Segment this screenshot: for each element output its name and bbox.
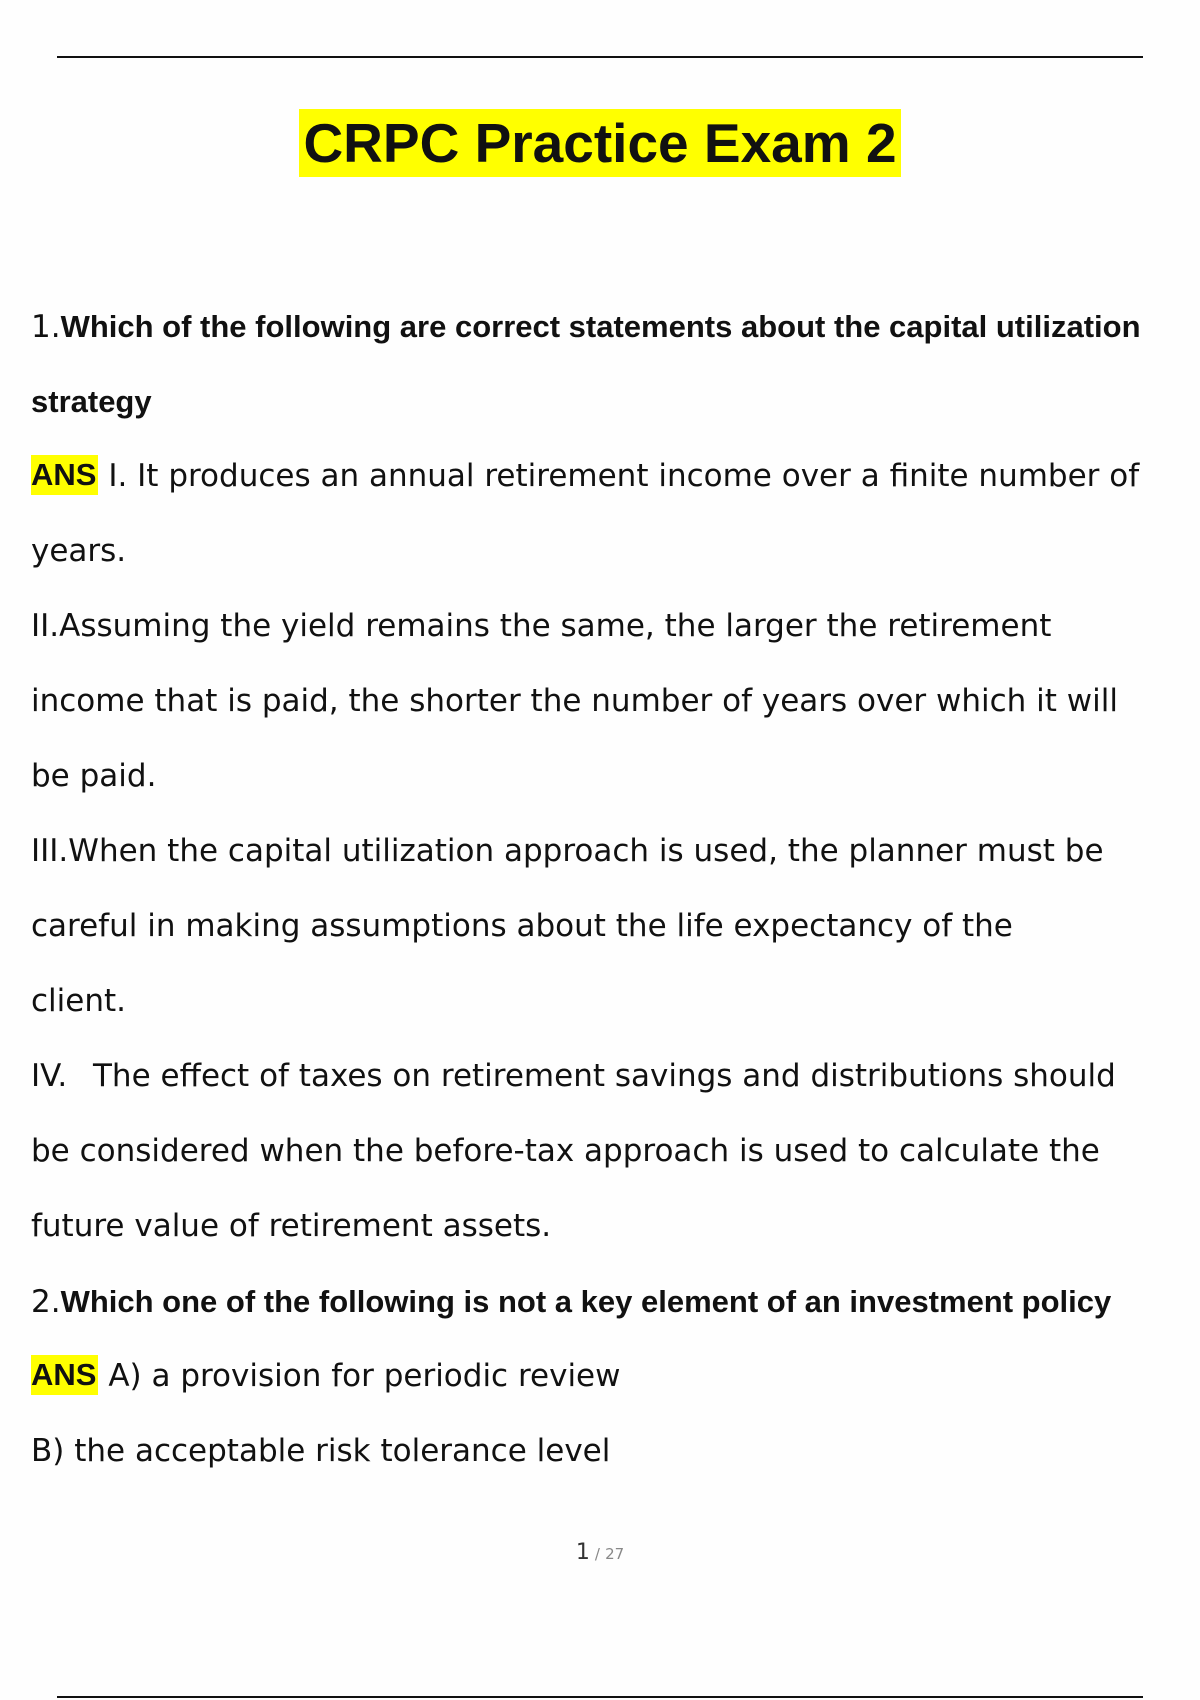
- question-1-number: 1.: [31, 309, 61, 345]
- question-1-line-2: [31, 364, 1191, 439]
- question-1-text: Which of the following are correct statements about the capital utilization: [60, 309, 1141, 344]
- answer-1-ii-line-1: [31, 589, 1191, 664]
- question-1-text-cont: strategy: [31, 384, 152, 419]
- answer-1-iii-line-1: [31, 814, 1191, 889]
- answer-1-iii-text: When the capital utilization approach is used, the planner must be: [68, 833, 1104, 869]
- answer-1-line-2: [31, 514, 1191, 589]
- answer-2-b-text: the acceptable risk tolerance level: [74, 1433, 611, 1469]
- answer-2-b-line-1: [31, 1414, 1191, 1489]
- answer-1-text: I. It produces an annual retirement income over a finite number of: [108, 458, 1140, 494]
- current-page-number: 1: [575, 1540, 590, 1565]
- document-title: CRPC Practice Exam 2: [299, 109, 900, 177]
- answer-1-iv-text-end: future value of retirement assets.: [31, 1208, 552, 1244]
- answer-1-text-cont: years.: [31, 533, 127, 569]
- answer-1-iii-number: III.: [31, 833, 69, 869]
- question-2-number: 2.: [31, 1284, 61, 1320]
- answer-1-iii-text-end: client.: [31, 983, 126, 1019]
- answer-2-text: A) a provision for periodic review: [108, 1358, 621, 1394]
- answer-1-iii-line-3: [31, 964, 1191, 1039]
- answer-1-iv-line-1: [31, 1039, 1191, 1114]
- answer-1-ii-text: Assuming the yield remains the same, the larger the retirement: [59, 608, 1052, 644]
- answer-1-iii-text-cont: careful in making assumptions about the life expectancy of the: [31, 908, 1013, 944]
- answer-1-iv-line-2: [31, 1114, 1191, 1189]
- answer-1-iii-line-2: [31, 889, 1191, 964]
- answer-2-label: ANS: [31, 1355, 98, 1395]
- question-2-line-1: [31, 1264, 1191, 1339]
- page-number: [0, 1540, 1200, 1565]
- answer-1-iv-number: IV.: [31, 1058, 68, 1094]
- answer-1-ii-line-3: [31, 739, 1191, 814]
- answer-2-line-1: [31, 1339, 1191, 1414]
- exam-content: [31, 289, 1191, 1489]
- answer-1-ii-text-end: be paid.: [31, 758, 157, 794]
- title-container: [0, 109, 1200, 177]
- answer-1-iv-text: The effect of taxes on retirement savings and distributions should: [93, 1058, 1116, 1094]
- answer-1-iv-text-cont: be considered when the before-tax approach is used to calculate the: [31, 1133, 1100, 1169]
- answer-2-b-number: B): [31, 1433, 65, 1469]
- top-rule: [57, 56, 1143, 58]
- answer-1-iv-line-3: [31, 1189, 1191, 1264]
- page-separator: /: [594, 1545, 600, 1563]
- answer-1-ii-line-2: [31, 664, 1191, 739]
- bottom-rule: [57, 1696, 1143, 1698]
- answer-1-ii-text-cont: income that is paid, the shorter the number of years over which it will: [31, 683, 1118, 719]
- answer-1-label: ANS: [31, 455, 98, 495]
- answer-1-line-1: [31, 439, 1191, 514]
- answer-1-ii-number: II.: [31, 608, 60, 644]
- total-pages: 27: [605, 1545, 625, 1563]
- question-1-line-1: [31, 289, 1191, 364]
- question-2-text: Which one of the following is not a key element of an investment policy: [60, 1284, 1112, 1319]
